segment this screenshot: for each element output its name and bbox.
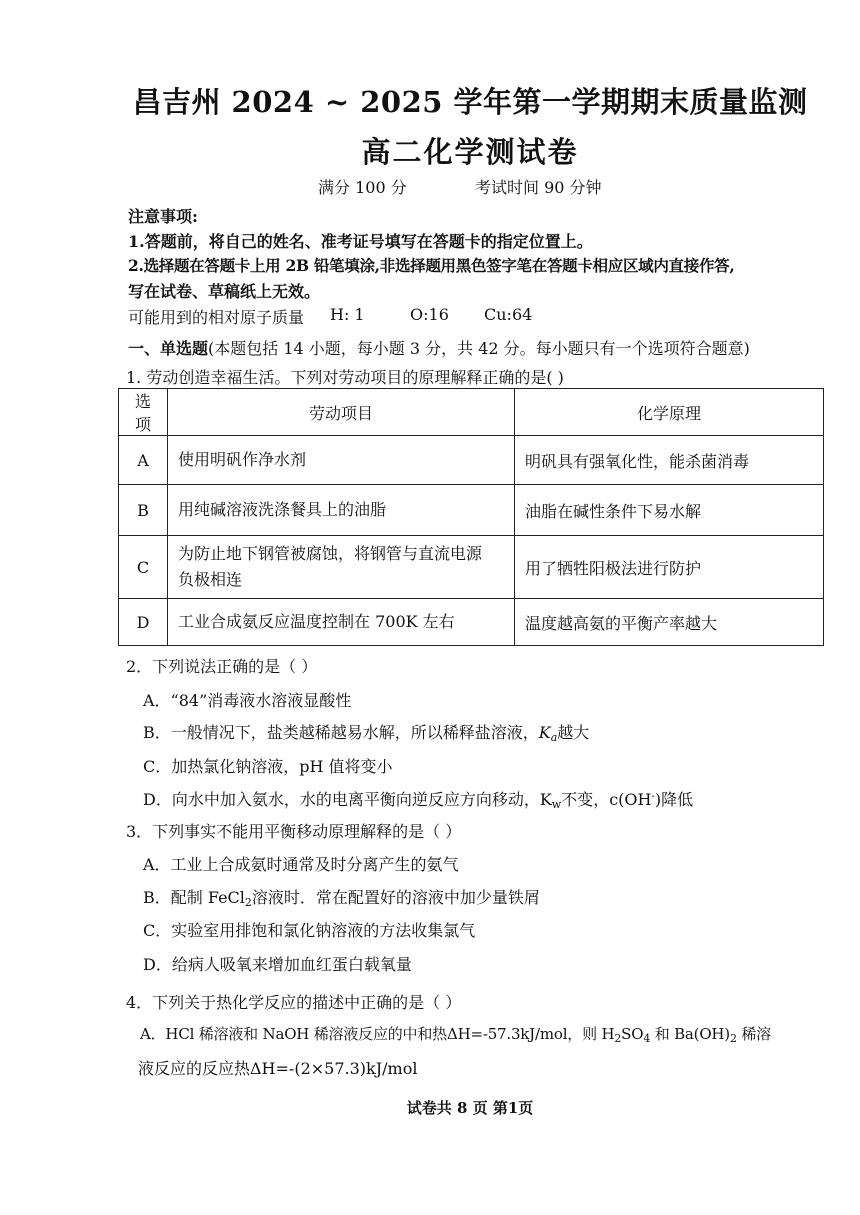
- question-4-option-a: [140, 1023, 771, 1045]
- row-project-line-1: 为防止地下钢管被腐蚀，将钢管与直流电源: [178, 544, 483, 563]
- exam-title: 昌吉州 2024 ~ 2025 学年第一学期期末质量监测: [132, 85, 808, 119]
- question-2-option-c: C．加热氯化钠溶液，pH 值将变小: [143, 757, 393, 776]
- page-footer: 试卷共 8 页 第1页: [406, 1099, 534, 1117]
- question-1-table: [118, 388, 824, 646]
- row-project: 使用明矾作净水剂: [168, 436, 515, 485]
- question-3-option-c: C．实验室用排饱和氯化钠溶液的方法收集氯气: [143, 921, 476, 940]
- question-2-option-d: [143, 787, 693, 811]
- table-row: [119, 599, 824, 646]
- row-principle: 用了牺牲阳极法进行防护: [515, 536, 824, 599]
- question-3-stem: 3．下列事实不能用平衡移动原理解释的是（ ）: [126, 822, 462, 841]
- question-3-option-d: D．给病人吸氧来增加血红蛋白载氧量: [143, 955, 412, 974]
- question-2-option-a: A．“84”消毒液水溶液显酸性: [143, 691, 352, 710]
- atomic-mass-o: O:16: [410, 305, 449, 324]
- row-option: D: [119, 599, 168, 646]
- option-b-text-end: 溶液时．常在配置好的溶液中加少量铁屑: [251, 888, 540, 907]
- notes-heading: 注意事项:: [128, 207, 198, 226]
- section-1-heading: [128, 336, 750, 359]
- row-project: 用纯碱溶液洗涤餐具上的油脂: [168, 485, 515, 536]
- option-d-text: D．向水中加入氨水，水的电离平衡向逆反应方向移动，K: [143, 790, 552, 809]
- header-principle: 化学原理: [515, 389, 824, 436]
- ka-subscript: a: [550, 731, 558, 744]
- option-a-text-end: 稀溶: [736, 1025, 771, 1043]
- baoh2-subscript: 2: [729, 1032, 737, 1045]
- kw-subscript: w: [551, 798, 562, 811]
- row-project: [168, 536, 515, 599]
- row-option: C: [119, 536, 168, 599]
- option-b-text-end: 越大: [557, 723, 590, 742]
- exam-subtitle: 高二化学测试卷: [361, 135, 579, 169]
- fecl2-subscript: 2: [244, 896, 252, 909]
- option-a-text: A．HCl 稀溶液和 NaOH 稀溶液反应的中和热ΔH=-57.3kJ/mol，则 H: [140, 1025, 615, 1043]
- option-a-text-baoh: 和 Ba(OH): [650, 1025, 730, 1043]
- notes-item-2-cont: 写在试卷、草稿纸上无效。: [128, 282, 321, 301]
- table-header-row: [119, 389, 824, 436]
- notes-item-2: 2.选择题在答题卡上用 2B 铅笔填涂,非选择题用黑色签字笔在答题卡相应区域内直接作答,: [128, 256, 735, 275]
- atomic-mass-cu: Cu:64: [484, 305, 533, 324]
- section-1-desc: (本题包括 14 小题，每小题 3 分，共 42 分。每小题只有一个选项符合题意): [208, 339, 750, 358]
- row-project-line-2: 负极相连: [178, 570, 243, 589]
- section-1-title: 一、单选题: [128, 339, 209, 358]
- row-principle: 油脂在碱性条件下易水解: [515, 485, 824, 536]
- atomic-mass-h: H: 1: [330, 305, 365, 324]
- atomic-mass-label: 可能用到的相对原子质量: [128, 308, 305, 327]
- header-option: 选项: [119, 389, 168, 436]
- full-score: 满分 100 分: [318, 178, 407, 197]
- option-b-text: B．配制 FeCl: [143, 888, 245, 907]
- table-row: [119, 485, 824, 536]
- question-2-option-b: [143, 720, 589, 744]
- question-4-stem: 4．下列关于热化学反应的描述中正确的是（ ）: [126, 993, 462, 1012]
- row-principle: 明矾具有强氧化性，能杀菌消毒: [515, 436, 824, 485]
- header-project: 劳动项目: [168, 389, 515, 436]
- option-d-text-end: )降低: [654, 790, 694, 809]
- oh-superscript: -: [651, 791, 655, 802]
- row-option: A: [119, 436, 168, 485]
- notes-item-1: 1.答题前，将自己的姓名、准考证号填写在答题卡的指定位置上。: [128, 232, 593, 251]
- option-a-text-so: SO: [621, 1025, 644, 1043]
- ka-symbol: K: [538, 723, 551, 742]
- row-project: 工业合成氨反应温度控制在 700K 左右: [168, 599, 515, 646]
- row-option: B: [119, 485, 168, 536]
- question-3-option-b: [143, 885, 540, 909]
- question-3-option-a: A．工业上合成氨时通常及时分离产生的氨气: [143, 855, 459, 874]
- question-2-stem: 2．下列说法正确的是（ ）: [126, 657, 318, 676]
- option-d-text-mid: 不变，c(OH: [561, 790, 652, 809]
- exam-time: 考试时间 90 分钟: [475, 178, 602, 197]
- option-b-text: B．一般情况下，盐类越稀越易水解，所以稀释盐溶液，: [143, 723, 539, 742]
- table-row: [119, 536, 824, 599]
- h2so4-subscript-4: 4: [643, 1032, 651, 1045]
- question-4-option-a-cont: 液反应的反应热ΔH=-(2×57.3)kJ/mol: [138, 1059, 418, 1078]
- row-principle: 温度越高氨的平衡产率越大: [515, 599, 824, 646]
- question-1-stem: 1. 劳动创造幸福生活。下列对劳动项目的原理解释正确的是( ): [126, 368, 564, 387]
- table-row: [119, 436, 824, 485]
- h2so4-subscript-2: 2: [614, 1032, 622, 1045]
